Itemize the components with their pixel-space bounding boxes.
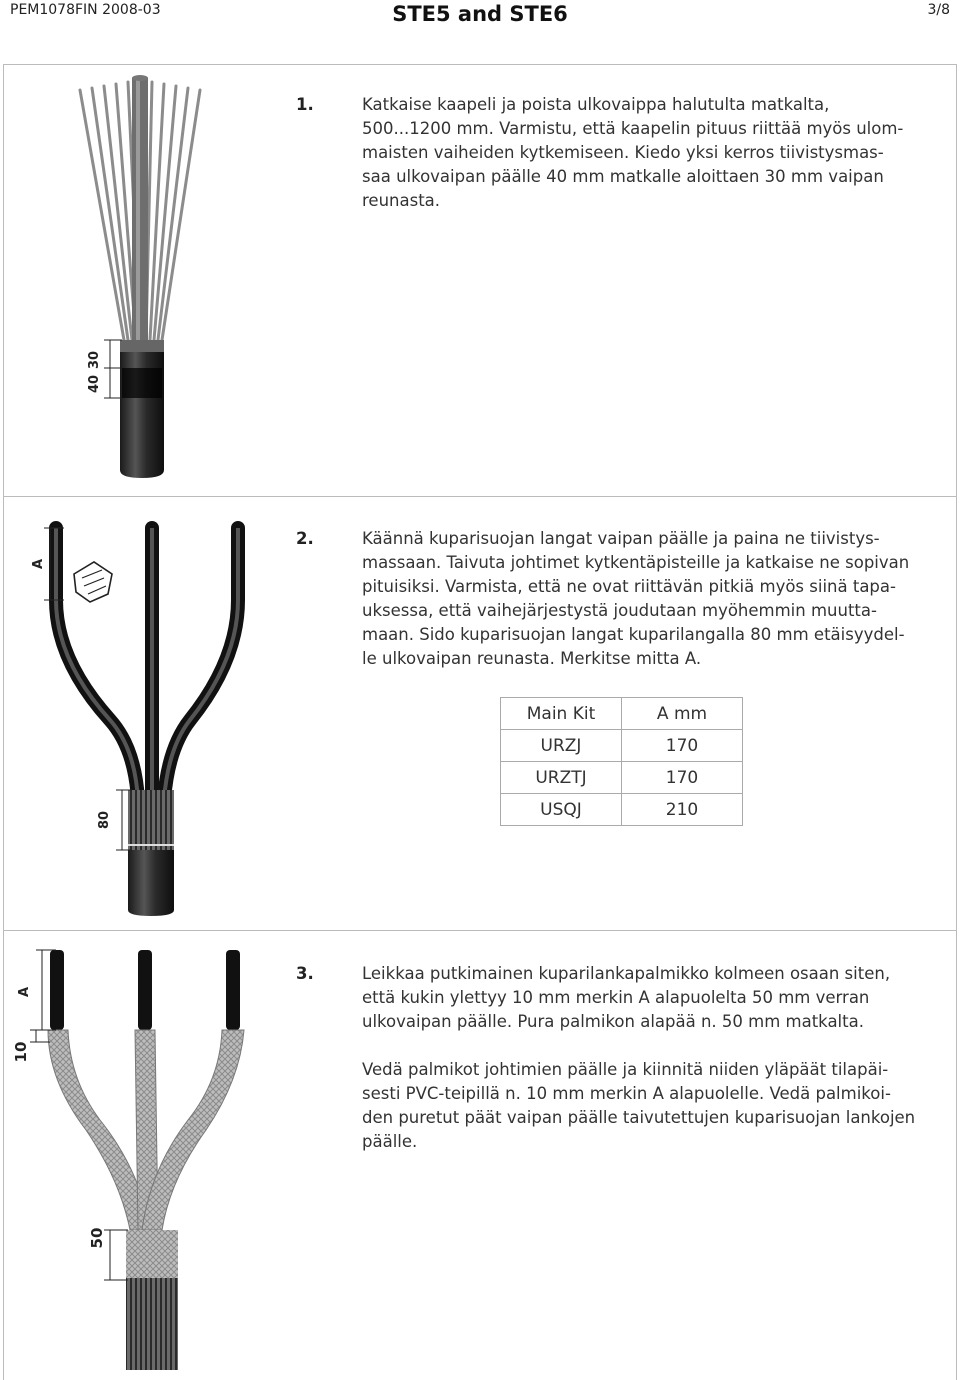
figure-1-dimensions: [104, 340, 122, 398]
figure-1-cable-wires: [80, 75, 200, 478]
table-cell: 170: [622, 730, 743, 762]
step-1-text: Katkaise kaapeli ja poista ulkovaippa halutulta matkalta, 500...1200 mm. Varmistu, että kaapelin pituus riittää myös ulom- maisten vaiheiden kytkemiseen. Kiedo yksi kerros tiivistysmas- saa ulkovaipan päälle 40 mm matkalle aloittaen 30 mm vaipan reunasta.: [362, 95, 904, 210]
table-header-cell: Main Kit: [501, 698, 622, 730]
table-cell: URZJ: [501, 730, 622, 762]
connector-icon: [74, 562, 112, 602]
fig2-dim-80: 80: [97, 810, 112, 830]
fig1-dim-30: 30: [87, 350, 102, 370]
document-id: PEM1078FIN 2008-03: [10, 2, 161, 18]
step-3-text-2: Vedä palmikot johtimien päälle ja kiinnitä niiden yläpäät tilapäi- sesti PVC-teipillä n. 10 mm merkin A alapuolelle. Vedä palmikoi- den puretut päät vaipan päälle taivutettujen kuparisuojan lankojen päälle.: [362, 1060, 916, 1151]
table-cell: 170: [622, 762, 743, 794]
step-3-number: 3.: [296, 964, 314, 983]
table-cell: URZTJ: [501, 762, 622, 794]
table-cell: 210: [622, 794, 743, 826]
step-3-text: Leikkaa putkimainen kuparilankapalmikko kolmeen osaan siten, että kukin ylettyy 10 mm merkin A alapuolelta 50 mm verran ulkovaipan päälle. Pura palmikon alapää n. 50 mm matkalta.: [362, 964, 891, 1031]
step-2-number: 2.: [296, 529, 314, 548]
table-cell: USQJ: [501, 794, 622, 826]
table-header-cell: A mm: [622, 698, 743, 730]
page-number: 3/8: [927, 2, 950, 18]
fig3-dim-10: 10: [12, 1041, 30, 1063]
fig3-dim-a: A: [17, 986, 32, 998]
fig1-dim-40: 40: [87, 374, 102, 394]
step-1-number: 1.: [296, 95, 314, 114]
fig3-dim-50: 50: [88, 1227, 106, 1249]
figure-3-braided-conductors: [48, 950, 244, 1370]
page-title: STE5 and STE6: [392, 2, 568, 26]
step-2-text: Käännä kuparisuojan langat vaipan päälle ja paina ne tiivistys- massaan. Taivuta johtimet kytkentäpisteille ja katkaise ne sopivan pituisiksi. Varmista, että ne ovat riittävän pitkiä myös siinä tapa- uksessa, että vaihejärjestystä joudutaan myöhemmin muutta- maan. Sido kuparisuojan langat kuparilangalla 80 mm etäisyydel- le ulkovaipan reunasta. Merkitse mitta A.: [362, 529, 910, 668]
fig2-dim-a: A: [31, 558, 46, 570]
